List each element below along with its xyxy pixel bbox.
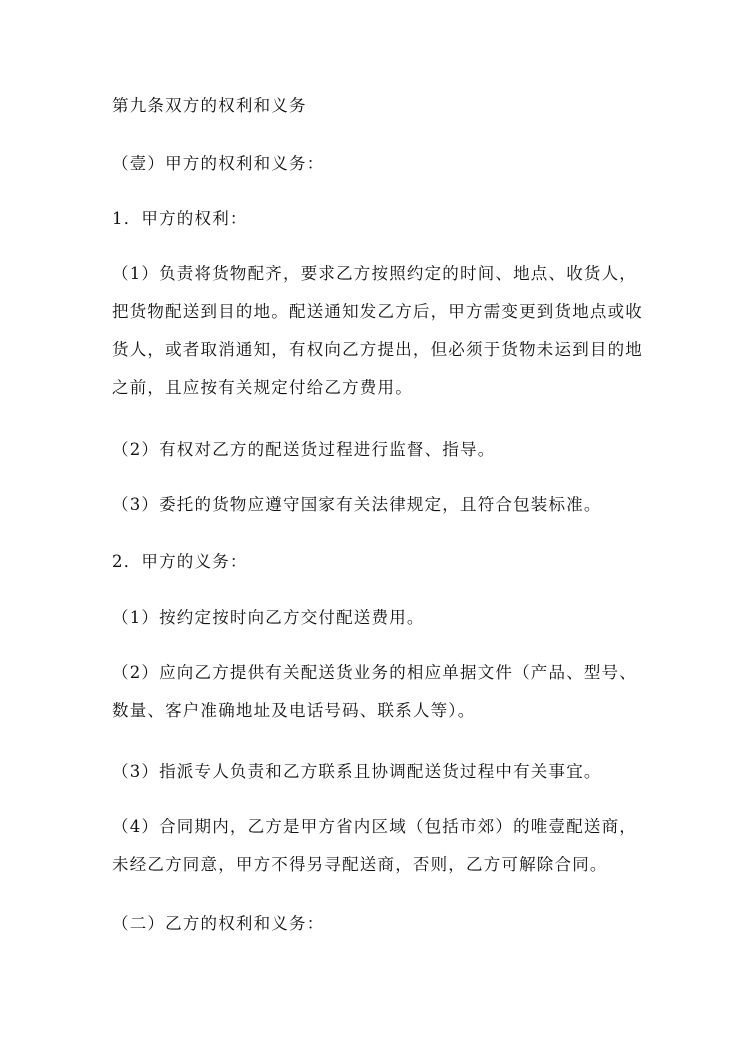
rights-item-1-line-4: 之前，且应按有关规定付给乙方费用。 <box>112 378 413 397</box>
rights-item-1-line-3: 货人，或者取消通知，有权向乙方提出，但必须于货物未运到目的地 <box>112 340 643 359</box>
article-heading: 第九条双方的权利和义务 <box>112 96 307 115</box>
subsection-2-heading: 2．甲方的义务： <box>112 552 248 571</box>
section-2-heading: （二）乙方的权利和义务： <box>112 914 325 933</box>
obligations-item-1: （1）按约定按时向乙方交付配送费用。 <box>112 608 425 627</box>
obligations-item-2-line-2: 数量、客户准确地址及电话号码、联系人等）。 <box>112 701 476 720</box>
section-1-heading: （壹）甲方的权利和义务： <box>112 154 325 173</box>
rights-item-1-line-2: 把货物配送到目的地。配送通知发乙方后，甲方需变更到货地点或收 <box>112 302 643 321</box>
obligations-item-3: （3）指派专人负责和乙方联系且协调配送货过程中有关事宜。 <box>112 762 602 781</box>
rights-item-3: （3）委托的货物应遵守国家有关法律规定，且符合包装标准。 <box>112 495 602 514</box>
obligations-item-4-line-2: 未经乙方同意，甲方不得另寻配送商，否则，乙方可解除合同。 <box>112 855 608 874</box>
obligations-item-4-line-1: （4）合同期内，乙方是甲方省内区域（包括市郊）的唯壹配送商， <box>112 817 637 836</box>
rights-item-1-line-1: （1）负责将货物配齐，要求乙方按照约定的时间、地点、收货人， <box>112 264 637 283</box>
subsection-1-heading: 1．甲方的权利： <box>112 209 248 228</box>
obligations-item-2-line-1: （2）应向乙方提供有关配送货业务的相应单据文件（产品、型号、 <box>112 663 637 682</box>
rights-item-2: （2）有权对乙方的配送货过程进行监督、指导。 <box>112 440 496 459</box>
